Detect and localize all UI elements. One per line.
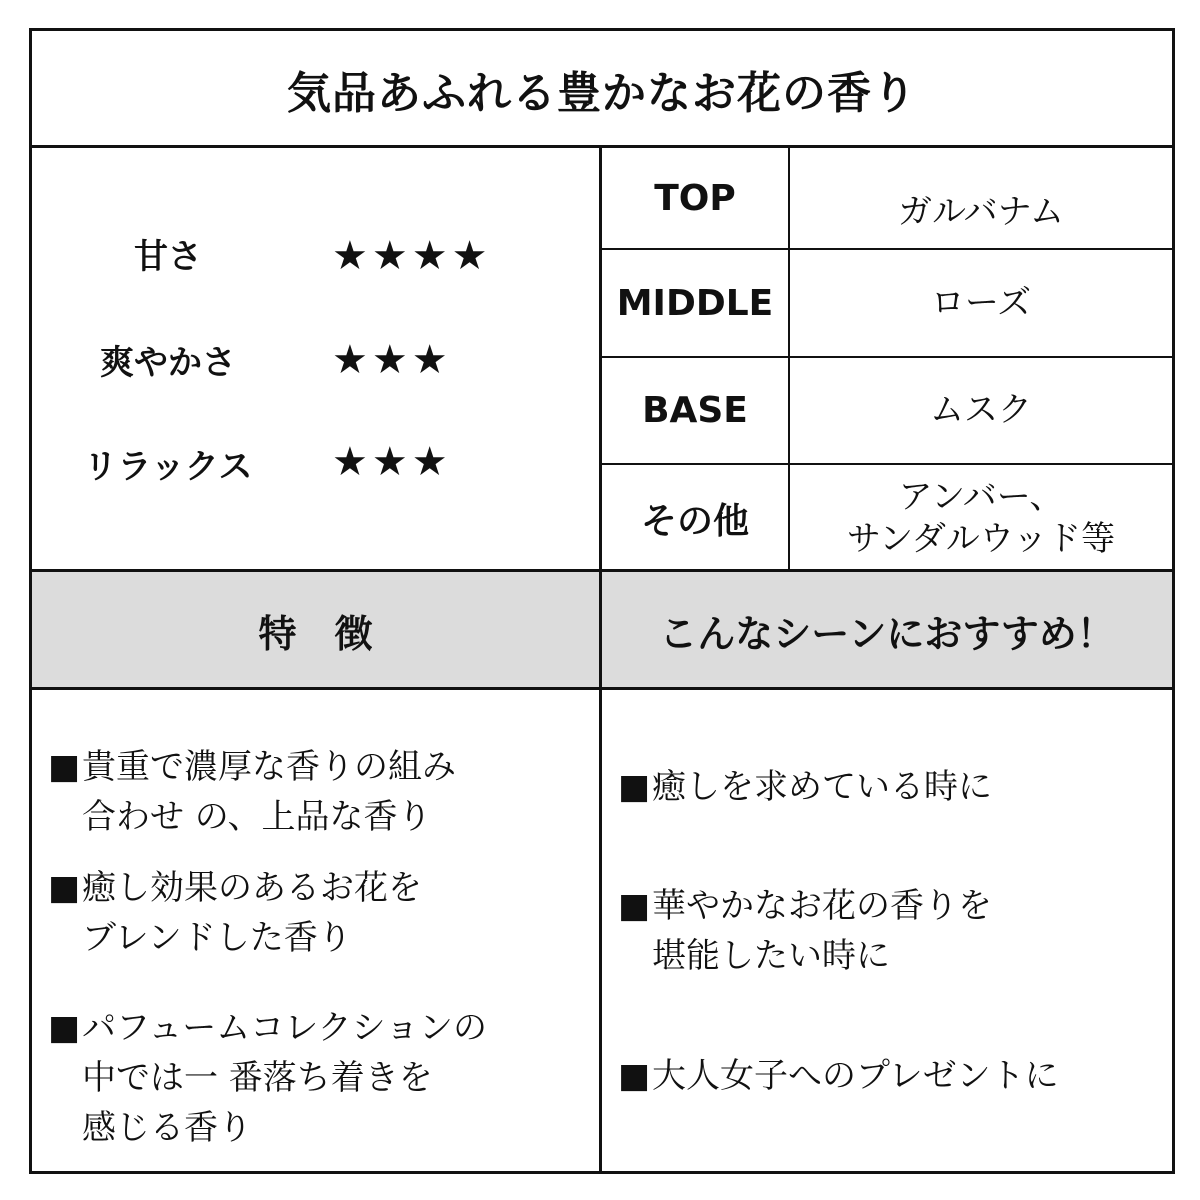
rating-label-sweetness: 甘さ — [134, 237, 202, 277]
feature-text: パフュームコレクションの 中では一 番落ち着きを 感じる香り — [82, 1008, 487, 1148]
list-item — [618, 762, 1163, 812]
note-label-base: BASE — [642, 390, 748, 431]
note-label-other: その他 — [640, 500, 749, 542]
list-item — [48, 742, 588, 842]
note-label-middle: MIDDLE — [616, 282, 774, 324]
bullet-square-icon: ■ — [618, 886, 651, 926]
rating-stars-freshness: ★★★ — [332, 337, 452, 383]
bullet-square-icon: ■ — [618, 1056, 651, 1096]
card-title: 気品あふれる豊かなお花の香り — [287, 68, 917, 119]
rating-label-freshness: 爽やかさ — [100, 343, 236, 383]
list-item — [618, 881, 1163, 981]
note-value-top: ガルバナム — [898, 191, 1064, 232]
rating-stars-sweetness: ★★★★ — [332, 233, 492, 279]
bullet-square-icon: ■ — [48, 747, 81, 787]
scene-text: 大人女子へのプレゼントに — [652, 1056, 1059, 1096]
rating-label-relax: リラックス — [83, 447, 253, 487]
note-value-other: アンバー、 サンダルウッド等 — [846, 476, 1116, 559]
bullet-square-icon: ■ — [48, 1008, 81, 1048]
note-value-base: ムスク — [930, 390, 1032, 431]
list-item — [48, 863, 588, 963]
divider — [32, 687, 1172, 690]
note-label-top: TOP — [654, 177, 736, 219]
rating-stars-relax: ★★★ — [332, 439, 452, 485]
bullet-square-icon: ■ — [618, 767, 651, 807]
list-item — [618, 1051, 1163, 1101]
feature-text: 癒し効果のあるお花を ブレンドした香り — [82, 868, 422, 958]
note-value-middle: ローズ — [930, 282, 1032, 323]
bullet-square-icon: ■ — [48, 868, 81, 908]
features-heading: 特 徴 — [258, 611, 373, 656]
feature-text: 貴重で濃厚な香りの組み 合わせ の、上品な香り — [82, 747, 456, 837]
list-item — [48, 1003, 588, 1153]
info-card — [29, 28, 1175, 1174]
scenes-heading: こんなシーンにおすすめ！ — [659, 611, 1115, 656]
scene-text: 華やかなお花の香りを 堪能したい時に — [652, 886, 992, 976]
scene-text: 癒しを求めている時に — [652, 767, 992, 807]
